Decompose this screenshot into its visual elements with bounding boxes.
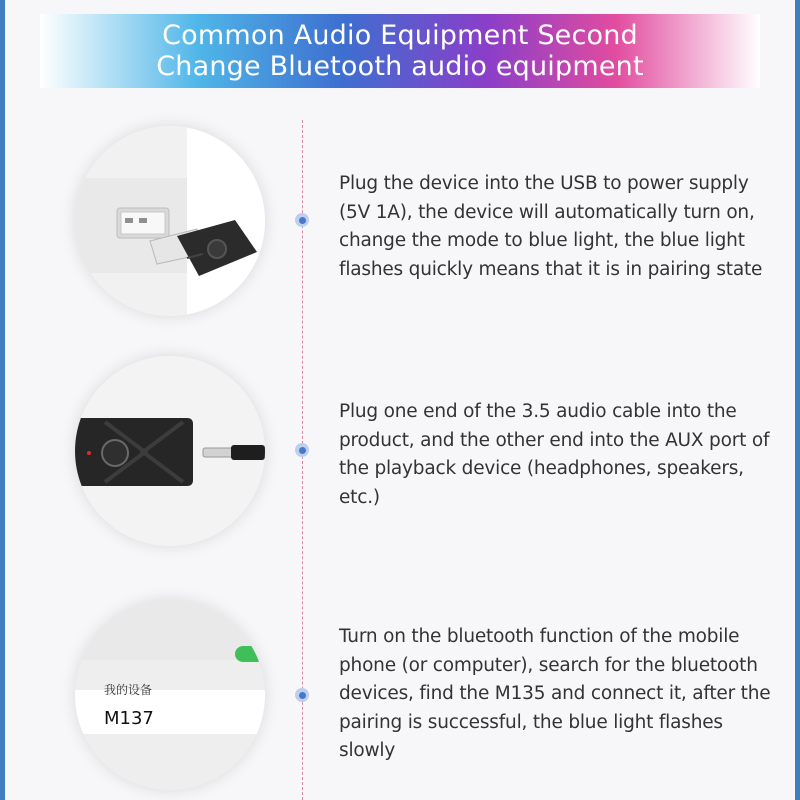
phone-device-name: M137 <box>104 708 154 729</box>
aux-cable-illustration <box>75 356 265 546</box>
timeline-dot-1 <box>295 213 309 227</box>
timeline-dot-3 <box>295 688 309 702</box>
title-line-2: Change Bluetooth audio equipment <box>156 51 644 82</box>
right-frame-border <box>795 0 800 800</box>
title-line-1: Common Audio Equipment Second <box>162 20 638 51</box>
step-2-text: Plug one end of the 3.5 audio cable into the product, and the other end into the AUX port of the playback device (headphones, speakers, etc.) <box>339 401 770 508</box>
usb-adapter-illustration <box>75 126 265 316</box>
timeline-dot-2 <box>295 443 309 457</box>
step-2-image <box>75 356 265 546</box>
phone-my-devices-label: 我的设备 <box>104 683 153 697</box>
title-banner <box>40 14 760 88</box>
step-1-text: Plug the device into the USB to power supply (5V 1A), the device will automatically turn on, change the mode to blue light, the blue light flashes quickly means that it is in pairing state <box>339 173 763 280</box>
step-1-image <box>75 126 265 316</box>
step-3-text: Turn on the bluetooth function of the mobile phone (or computer), search for the bluetooth devices, find the M135 and connect it, after the pairing is successful, the blue light flashes slowly <box>339 626 771 761</box>
